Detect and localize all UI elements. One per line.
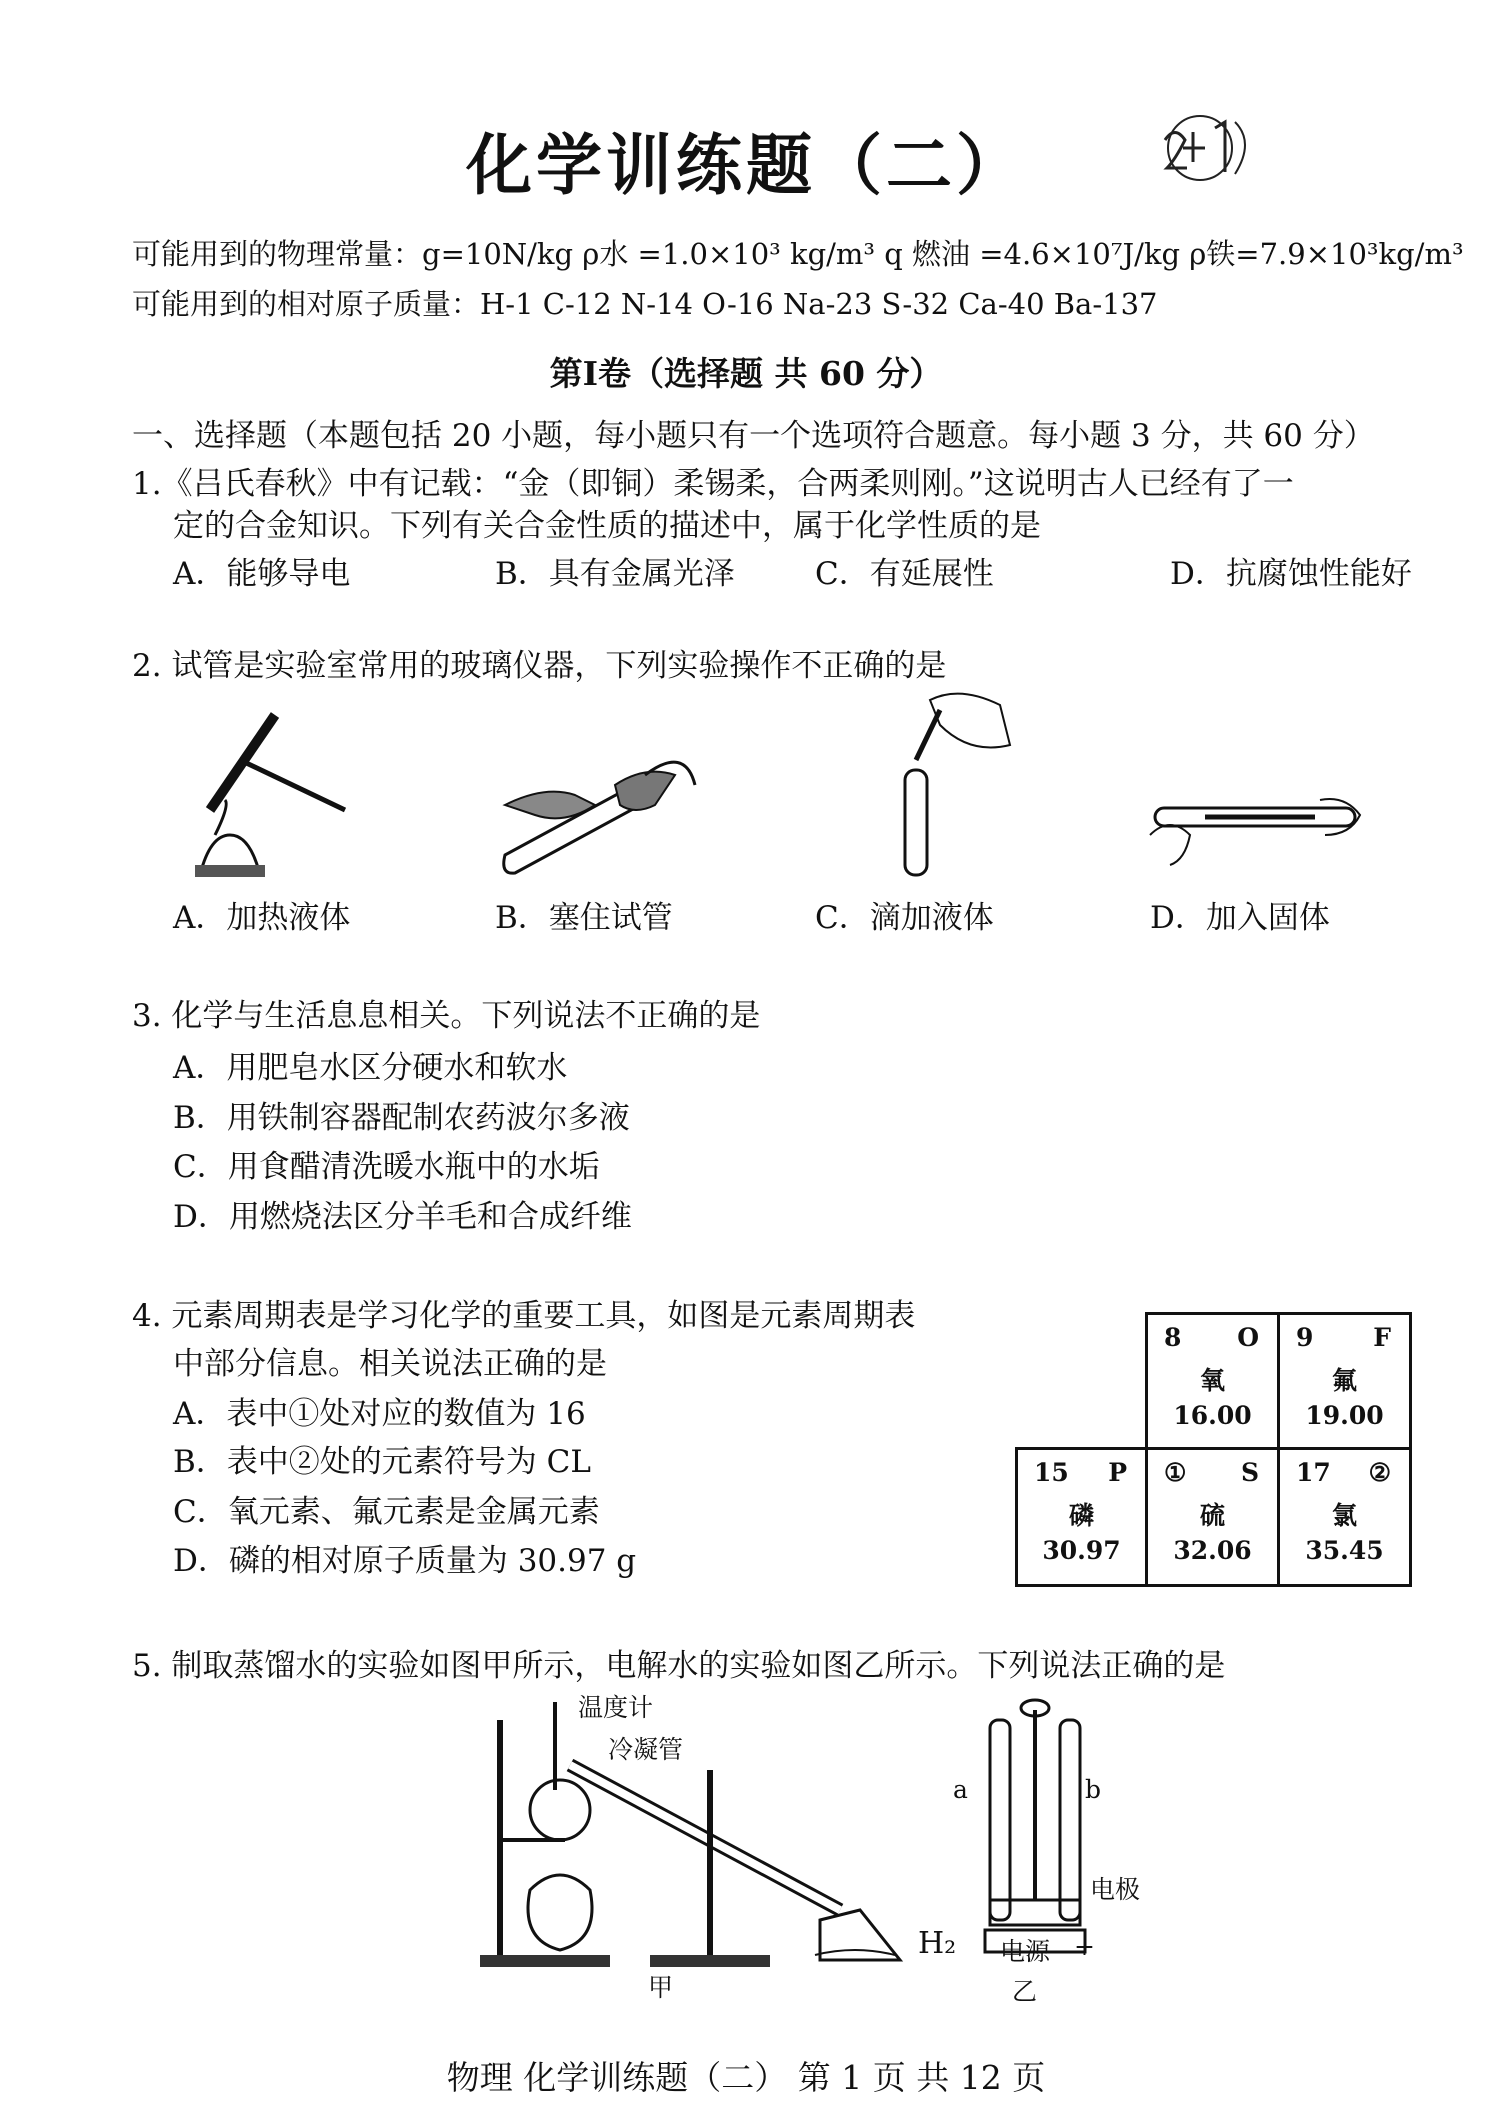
q3-option-d: D．用燃烧法区分羊毛和合成纤维 — [173, 1199, 632, 1235]
q3-option-b: B．用铁制容器配制农药波尔多液 — [173, 1100, 630, 1136]
q2-option-a: A．加热液体 — [173, 900, 351, 936]
q2-option-c: C．滴加液体 — [815, 900, 994, 936]
q1-stem-line2: 定的合金知识。下列有关合金性质的描述中，属于化学性质的是 — [173, 508, 1041, 544]
handwritten-note-icon — [1145, 110, 1265, 185]
section-title: 第Ⅰ卷（选择题 共 60 分） — [549, 354, 943, 393]
page-title: 化学训练题（二） — [466, 126, 1026, 204]
element-cell-oxygen: 8 O 氧 16.00 — [1145, 1312, 1280, 1450]
element-cell-phosphorus: 15 P 磷 30.97 — [1015, 1447, 1148, 1587]
page-footer: 物理 化学训练题（二） 第 1 页 共 12 页 — [446, 2058, 1046, 2097]
q1-option-a: A．能够导电 — [173, 556, 351, 592]
condenser-label: 冷凝管 — [608, 1735, 684, 1764]
figure-yi-label: 乙 — [1012, 1977, 1038, 2006]
tube-a-label: a — [953, 1775, 968, 1804]
atomic-masses: 可能用到的相对原子质量：H-1 C-12 N-14 O-16 Na-23 S-32 Ca-40 Ba-137 — [132, 287, 1158, 321]
q4-option-c: C．氧元素、氟元素是金属元素 — [173, 1494, 600, 1530]
heating-liquid-figure — [180, 700, 380, 880]
q4-stem-line2: 中部分信息。相关说法正确的是 — [173, 1346, 607, 1382]
q3-option-c: C．用食醋清洗暖水瓶中的水垢 — [173, 1149, 600, 1185]
q4-option-a: A．表中①处对应的数值为 16 — [173, 1396, 586, 1432]
q2-option-d: D．加入固体 — [1150, 900, 1330, 936]
q4-stem-line1: 4. 元素周期表是学习化学的重要工具，如图是元素周期表 — [132, 1298, 916, 1334]
element-cell-chlorine: 17 ② 氯 35.45 — [1277, 1447, 1412, 1587]
tube-b-label: b — [1085, 1775, 1102, 1804]
q1-option-d: D．抗腐蚀性能好 — [1170, 556, 1412, 592]
element-cell-fluorine: 9 F 氟 19.00 — [1277, 1312, 1412, 1450]
electrolysis-apparatus-figure — [945, 1690, 1125, 1960]
physics-constants: 可能用到的物理常量：g=10N/kg ρ水 =1.0×10³ kg/m³ q 燃油 =4.6×10⁷J/kg ρ铁=7.9×10³kg/m³ — [132, 237, 1464, 271]
h2-handwritten-label: H₂ — [918, 1926, 957, 1961]
q2-stem: 2. 试管是实验室常用的玻璃仪器，下列实验操作不正确的是 — [132, 648, 947, 684]
q3-option-a: A．用肥皂水区分硬水和软水 — [173, 1050, 568, 1086]
distillation-apparatus-figure — [470, 1690, 910, 1980]
thermometer-label: 温度计 — [578, 1693, 654, 1722]
q3-stem: 3. 化学与生活息息相关。下列说法不正确的是 — [132, 998, 761, 1034]
q4-option-d: D．磷的相对原子质量为 30.97 g — [173, 1543, 637, 1579]
power-source-label: 电源 — [1000, 1937, 1051, 1966]
dropping-liquid-figure — [880, 690, 1030, 885]
q2-option-b: B．塞住试管 — [495, 900, 673, 936]
adding-solid-figure — [1145, 780, 1365, 870]
q4-option-b: B．表中②处的元素符号为 CL — [173, 1444, 591, 1480]
figure-jia-label: 甲 — [648, 1973, 674, 2002]
stoppering-tube-figure — [485, 745, 705, 875]
section-intro: 一、选择题（本题包括 20 小题，每小题只有一个选项符合题意。每小题 3 分，共 60 分） — [132, 418, 1375, 454]
electrode-label: 电极 — [1090, 1875, 1141, 1904]
plus-terminal-label: + — [1074, 1932, 1095, 1961]
q1-option-b: B．具有金属光泽 — [495, 556, 735, 592]
element-cell-sulfur: ① S 硫 32.06 — [1145, 1447, 1280, 1587]
q1-option-c: C．有延展性 — [815, 556, 994, 592]
periodic-table-excerpt — [1015, 1312, 1415, 1590]
q1-stem-line1: 1.《吕氏春秋》中有记载：“金（即铜）柔锡柔，合两柔则刚。”这说明古人已经有了一 — [132, 466, 1294, 502]
q5-stem: 5. 制取蒸馏水的实验如图甲所示，电解水的实验如图乙所示。下列说法正确的是 — [132, 1648, 1226, 1684]
